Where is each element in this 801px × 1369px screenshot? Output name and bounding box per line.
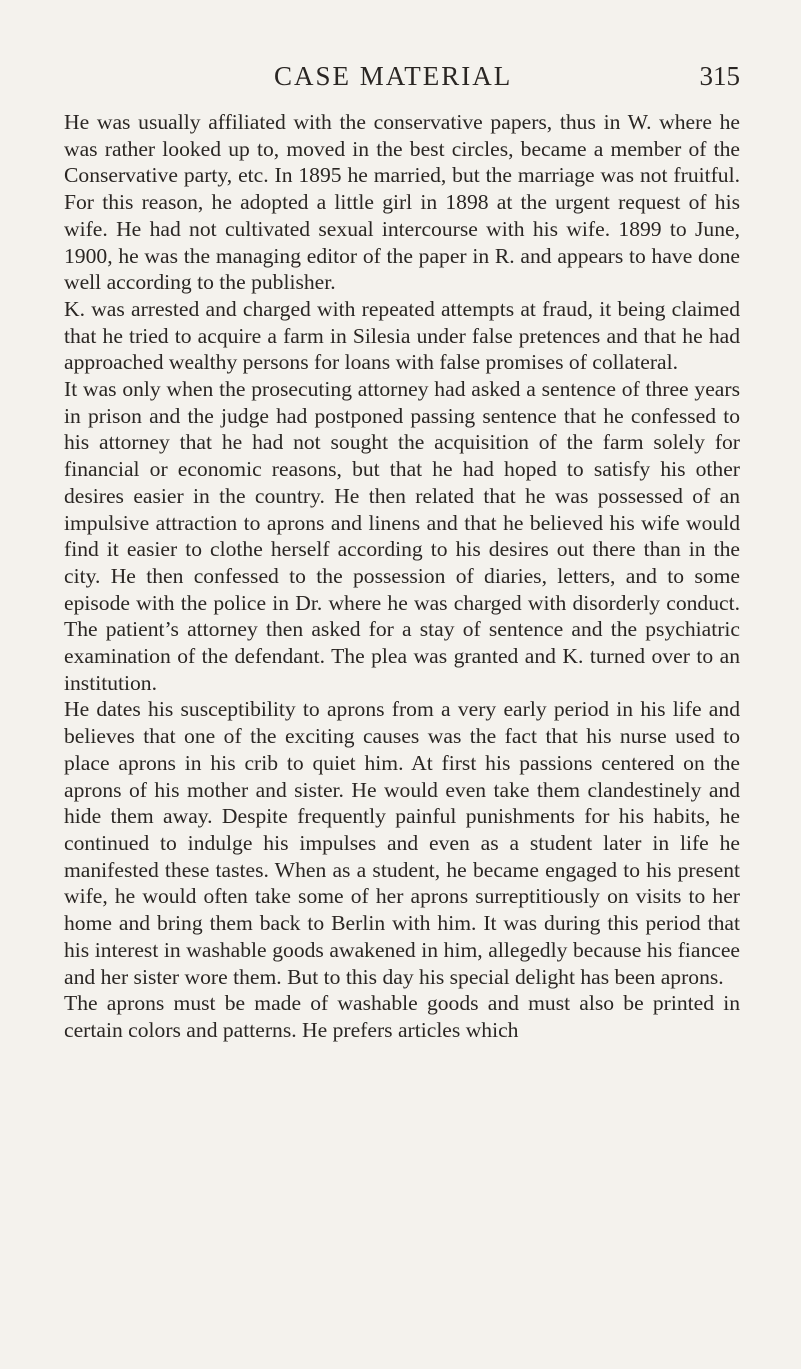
paragraph-3: It was only when the prosecuting attorney had asked a sentence of three years in prison and the judge had postponed passing sentence that he confessed to his attorney that he had not sought the acquisition of the farm solely for financial or economic reasons, but that he had hoped to satisfy his other desires easier in the country. He then related that he was possessed of an impulsive attraction to aprons and linens and that he believed his wife would find it easier to clothe herself according to his desires out there than in the city. He then confessed to the possession of diaries, letters, and to some episode with the police in Dr. where he was charged with disorderly conduct. The patient’s attorney then asked for a stay of sentence and the psychiatric examination of the defendant. The plea was granted and K. turned over to an institution. bbox=[64, 377, 740, 695]
running-head bbox=[64, 56, 740, 96]
page-number: 315 bbox=[699, 61, 740, 91]
body-text bbox=[64, 109, 740, 1044]
paragraph-4: He dates his susceptibility to aprons from a very early period in his life and believes that one of the exciting causes was the fact that his nurse used to place aprons in his crib to quiet him. At first his passions centered on the aprons of his mother and sister. He would even take them clandestinely and hide them away. Despite frequently painful punishments for his habits, he continued to indulge his impulses and even as a student later in life he manifested these tastes. When as a student, he became engaged to his present wife, he would often take some of her aprons surreptitiously on visits to her home and bring them back to Berlin with him. It was during this period that his interest in washable goods awakened in him, allegedly because his fiancee and her sister wore them. But to this day his special delight has been aprons. bbox=[64, 697, 740, 989]
paragraph-2: K. was arrested and charged with repeated attempts at fraud, it being claimed that he tried to acquire a farm in Silesia under false pretences and that he had approached wealthy persons for loans with false promises of collateral. bbox=[64, 296, 740, 375]
running-title: CASE MATERIAL bbox=[274, 61, 513, 91]
paragraph-1: He was usually affiliated with the conservative papers, thus in W. where he was rather looked up to, moved in the best circles, became a member of the Conservative party, etc. In 1895 he married, but the marriage was not fruitful. For this reason, he adopted a little girl in 1898 at the urgent request of his wife. He had not cultivated sexual intercourse with his wife. 1899 to June, 1900, he was the managing editor of the paper in R. and appears to have done well according to the publisher. bbox=[64, 110, 740, 295]
paragraph-5: The aprons must be made of washable goods and must also be printed in certain colors and patterns. He prefers articles which bbox=[64, 991, 740, 1042]
